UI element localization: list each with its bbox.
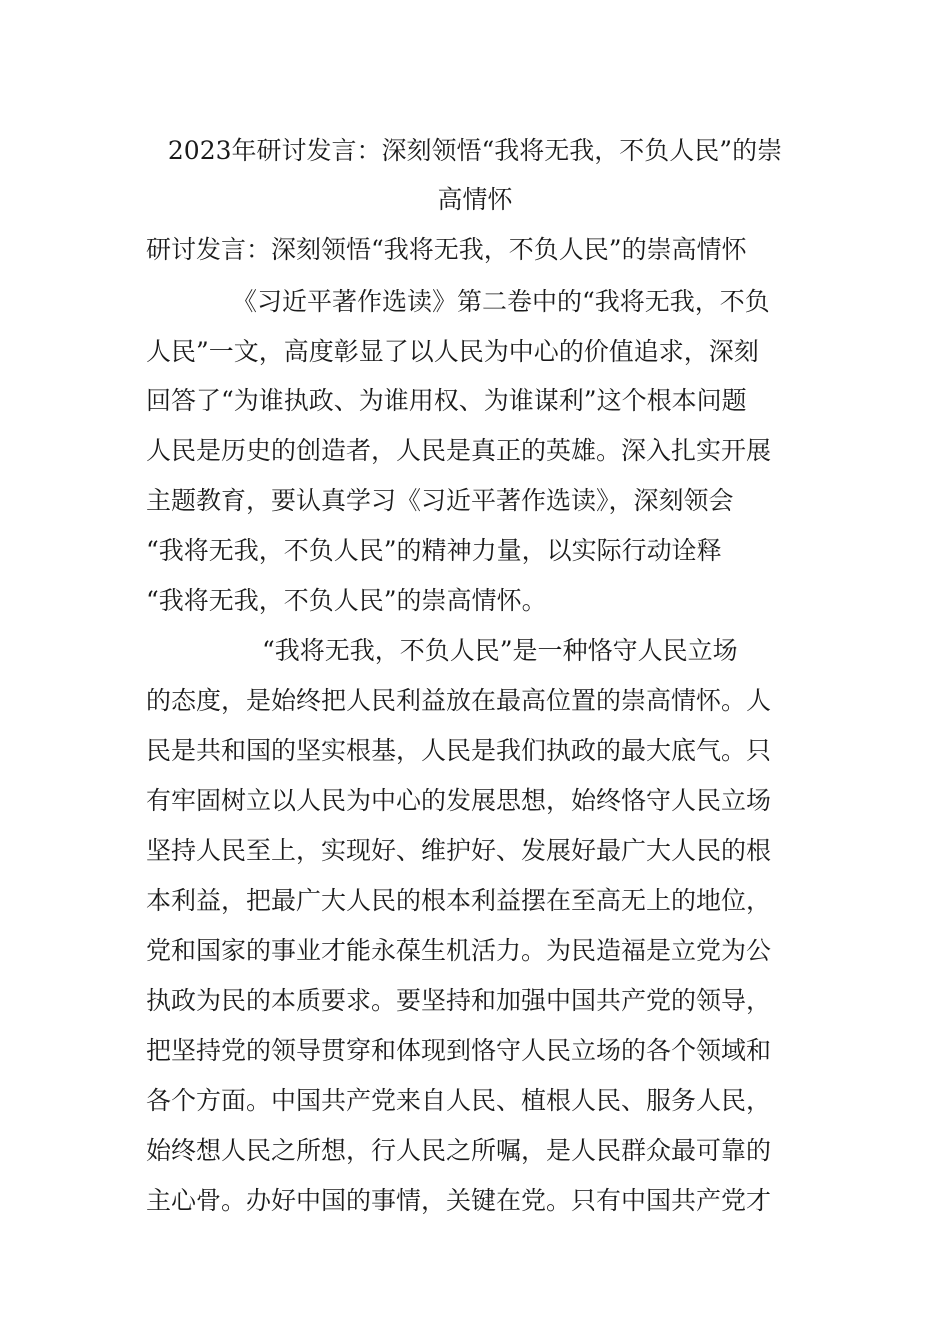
paragraph-line: 回答了“为谁执政、为谁用权、为谁谋利”这个根本问题 [146, 386, 747, 415]
paragraph-line: “我将无我，不负人民”是一种恪守人民立场 [262, 636, 738, 665]
paragraph-line: 始终想人民之所想，行人民之所嘱，是人民群众最可靠的 [146, 1136, 772, 1165]
paragraph-line: 本利益，把最广大人民的根本利益摆在至高无上的地位， [146, 886, 772, 915]
paragraph-line: “我将无我，不负人民”的崇高情怀。 [146, 586, 547, 615]
paragraph-line: 人民是历史的创造者，人民是真正的英雄。深入扎实开展 [146, 436, 772, 465]
document-subtitle: 研讨发言：深刻领悟“我将无我，不负人民”的崇高情怀 [146, 235, 747, 264]
paragraph-line: 人民”一文，高度彰显了以人民为中心的价值追求，深刻 [146, 337, 759, 366]
document-title-continued: 高情怀 [437, 185, 513, 214]
paragraph-line: 党和国家的事业才能永葆生机活力。为民造福是立党为公 [146, 936, 772, 965]
paragraph-line: 有牢固树立以人民为中心的发展思想，始终恪守人民立场 [146, 786, 772, 815]
paragraph-line: 执政为民的本质要求。要坚持和加强中国共产党的领导， [146, 986, 772, 1015]
paragraph-line: 《习近平著作选读》第二卷中的“我将无我，不负 [232, 287, 770, 316]
paragraph-line: 主题教育，要认真学习《习近平著作选读》，深刻领会 [146, 486, 734, 515]
paragraph-line: 坚持人民至上，实现好、维护好、发展好最广大人民的根 [146, 836, 772, 865]
paragraph-line: 主心骨。办好中国的事情，关键在党。只有中国共产党才 [146, 1186, 772, 1215]
paragraph-line: 的态度，是始终把人民利益放在最高位置的崇高情怀。人 [146, 686, 772, 715]
document-title: 2023年研讨发言：深刻领悟“我将无我，不负人民”的崇 [167, 136, 783, 165]
paragraph-line: 民是共和国的坚实根基，人民是我们执政的最大底气。只 [146, 736, 772, 765]
paragraph-line: “我将无我，不负人民”的精神力量，以实际行动诠释 [146, 536, 722, 565]
paragraph-line: 各个方面。中国共产党来自人民、植根人民、服务人民， [146, 1086, 772, 1115]
paragraph-line: 把坚持党的领导贯穿和体现到恪守人民立场的各个领域和 [146, 1036, 772, 1065]
